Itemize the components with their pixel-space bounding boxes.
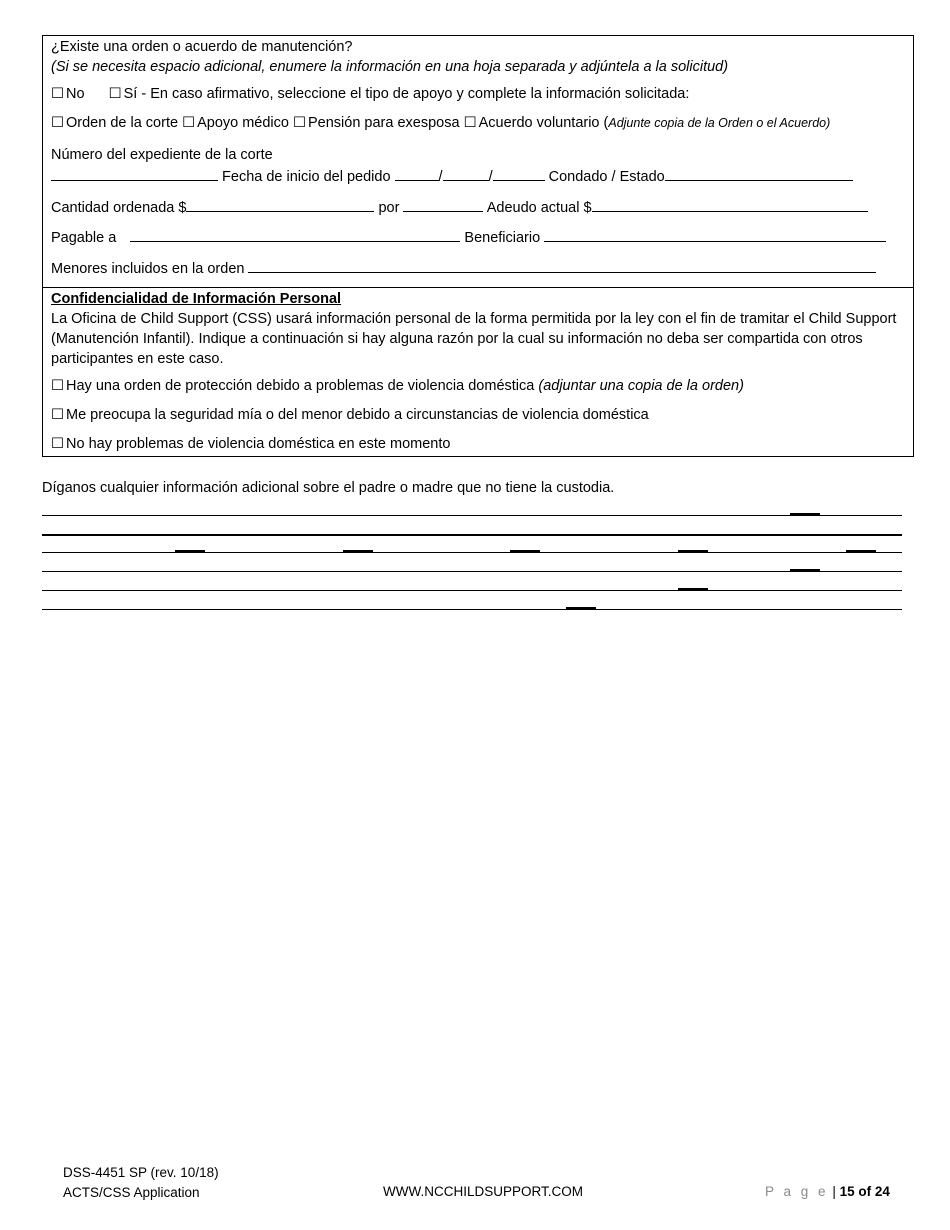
underline-mark <box>678 588 708 590</box>
underline-mark <box>790 513 820 515</box>
underline-mark <box>510 550 540 552</box>
website: WWW.NCCHILDSUPPORT.COM <box>383 1184 584 1199</box>
current-debt-field[interactable] <box>592 196 868 212</box>
page-word: P a g e <box>765 1184 829 1199</box>
page-number: 15 of 24 <box>839 1184 890 1199</box>
additional-info-line[interactable] <box>42 571 902 572</box>
yes-label: Sí - En caso afirmativo, seleccione el tipo de apoyo y complete la información solicitada: <box>123 86 690 102</box>
case-number-field[interactable] <box>51 165 218 181</box>
form-number: DSS-4451 SP (rev. 10/18) <box>63 1165 219 1180</box>
current-debt-label: Adeudo actual $ <box>486 200 592 216</box>
protection-order-note: (adjuntar una copia de la orden) <box>538 378 744 394</box>
no-issues-option <box>51 434 450 454</box>
checkbox-no[interactable]: ☐ <box>51 86 64 102</box>
safety-concern-option <box>51 405 649 425</box>
beneficiary-label: Beneficiario <box>464 230 541 246</box>
additional-info-line[interactable] <box>42 515 902 516</box>
date-year-field[interactable] <box>493 165 545 181</box>
additional-info-line[interactable] <box>42 590 902 591</box>
court-order-label: Orden de la corte <box>66 115 179 131</box>
support-note: (Si se necesita espacio adicional, enumere la información en una hoja separada y adjúntela a la solicitud) <box>51 59 729 75</box>
county-state-label: Condado / Estado <box>548 169 665 185</box>
additional-info-line[interactable] <box>42 609 902 610</box>
additional-info-line[interactable] <box>42 534 902 536</box>
no-issues-label: No hay problemas de violencia doméstica en este momento <box>66 436 451 452</box>
per-label: por <box>378 200 400 216</box>
support-yes-no-row <box>51 84 689 104</box>
payable-to-label: Pagable a <box>51 230 117 246</box>
protection-order-label: Hay una orden de protección debido a problemas de violencia doméstica <box>66 378 535 394</box>
underline-mark <box>343 550 373 552</box>
minors-field[interactable] <box>248 257 876 273</box>
support-question: ¿Existe una orden o acuerdo de manutención? <box>51 39 353 55</box>
payable-to-field[interactable] <box>130 226 460 242</box>
date-day-field[interactable] <box>443 165 489 181</box>
checkbox-medical[interactable]: ☐ <box>182 115 196 131</box>
voluntary-label: Acuerdo voluntario ( <box>478 115 609 131</box>
support-type-row <box>51 113 830 133</box>
confidentiality-section <box>42 287 914 457</box>
underline-mark <box>175 550 205 552</box>
amount-ordered-label: Cantidad ordenada $ <box>51 200 187 216</box>
checkbox-voluntary[interactable]: ☐ <box>463 115 477 131</box>
form-name: ACTS/CSS Application <box>63 1185 200 1200</box>
protection-order-option <box>51 376 744 396</box>
checkbox-alimony[interactable]: ☐ <box>293 115 306 131</box>
page-indicator <box>765 1182 890 1201</box>
checkbox-safety-concern[interactable]: ☐ <box>51 407 64 423</box>
beneficiary-field[interactable] <box>544 226 886 242</box>
minors-row <box>51 257 876 279</box>
medical-label: Apoyo médico <box>197 115 289 131</box>
additional-info-line[interactable] <box>42 552 902 553</box>
page-separator: | <box>832 1184 836 1199</box>
additional-info-prompt: Díganos cualquier información adicional sobre el padre o madre que no tiene la custodia. <box>42 480 615 496</box>
date-month-field[interactable] <box>395 165 439 181</box>
date-separator: / <box>488 169 493 185</box>
alimony-label: Pensión para exesposa <box>308 115 460 131</box>
checkbox-yes[interactable]: ☐ <box>108 86 122 102</box>
amount-ordered-field[interactable] <box>186 196 374 212</box>
county-state-field[interactable] <box>665 165 853 181</box>
underline-mark <box>566 607 596 609</box>
order-start-date-label: Fecha de inicio del pedido <box>222 169 391 185</box>
date-separator: / <box>438 169 443 185</box>
confidentiality-body: La Oficina de Child Support (CSS) usará información personal de la forma permitida por la ley con el fin de tramitar el Child Support (Manutención Infantil). Indique a continuación si hay alguna razón por la cual su información no deba ser compartida con otros participantes en este caso. <box>51 311 897 367</box>
payable-row <box>51 226 886 248</box>
case-number-label: Número del expediente de la corte <box>51 147 273 163</box>
checkbox-no-issues[interactable]: ☐ <box>51 436 64 452</box>
per-field[interactable] <box>403 196 483 212</box>
support-order-section <box>42 35 914 288</box>
safety-concern-label: Me preocupa la seguridad mía o del menor debido a circunstancias de violencia doméstica <box>66 407 649 423</box>
case-date-county-row <box>51 165 853 187</box>
checkbox-protection-order[interactable]: ☐ <box>51 378 64 394</box>
amount-row <box>51 196 868 218</box>
underline-mark <box>846 550 876 552</box>
voluntary-note: Adjunte copia de la Orden o el Acuerdo) <box>608 116 831 130</box>
checkbox-court-order[interactable]: ☐ <box>51 115 64 131</box>
no-label: No <box>66 86 85 102</box>
minors-label: Menores incluidos en la orden <box>51 261 245 277</box>
underline-mark <box>678 550 708 552</box>
confidentiality-heading: Confidencialidad de Información Personal <box>51 291 342 307</box>
underline-mark <box>790 569 820 571</box>
